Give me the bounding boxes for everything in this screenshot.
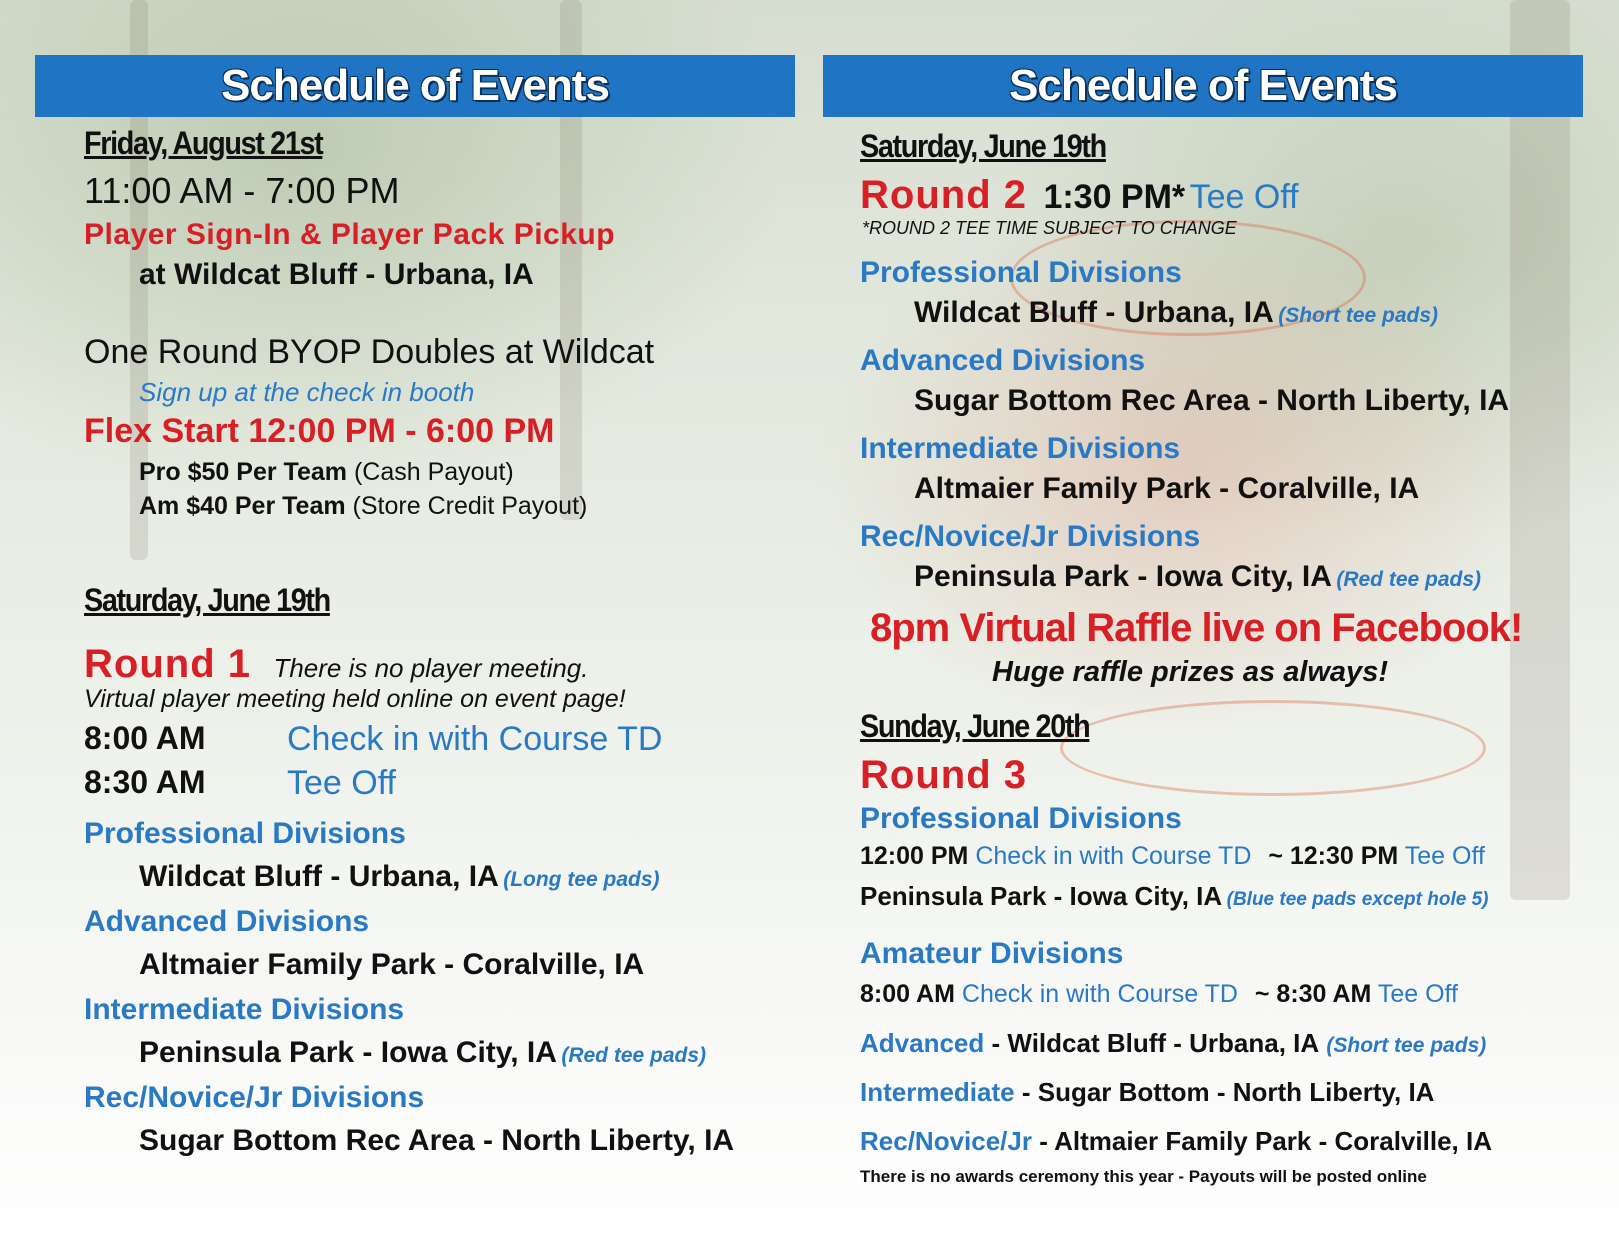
pro-payout: (Cash Payout) [353,458,514,486]
round1-title: Round 1 [84,642,251,686]
right-division-name: Rec/Novice/Jr Divisions [860,520,1201,553]
sunday-am-division: Rec/Novice/Jr [860,1126,1032,1156]
sunday-am-note: (Short tee pads) [1326,1034,1487,1057]
left-saturday-date: Saturday, June 19th [84,582,330,618]
left-division-venue-row [139,1036,706,1070]
round3-title: Round 3 [860,753,1027,797]
disc-golf-basket [1060,700,1486,796]
right-division-name: Intermediate Divisions [860,432,1181,465]
checkin-label: Check in with Course TD [287,720,663,758]
round2-subject-note: *ROUND 2 TEE TIME SUBJECT TO CHANGE [862,218,1237,238]
left-division-name: Intermediate Divisions [84,993,405,1026]
friday-time: 11:00 AM - 7:00 PM [84,170,400,211]
sunday-am-venue: - Wildcat Bluff - Urbana, IA [991,1028,1320,1058]
sunday-pro-venue: Peninsula Park - Iowa City, IA [860,881,1223,911]
left-division-venue-row [139,1124,734,1158]
left-division-venue: Sugar Bottom Rec Area - North Liberty, IA [139,1124,735,1157]
sunday-am-heading: Amateur Divisions [860,937,1124,970]
teeoff-time: 8:30 AM [84,764,206,800]
left-schedule-column [35,55,795,117]
right-division-venue: Peninsula Park - Iowa City, IA [914,560,1332,593]
sunday-pro-venue-row [860,881,1488,912]
flex-start: Flex Start 12:00 PM - 6:00 PM [84,412,555,450]
am-payout: (Store Credit Payout) [352,492,588,520]
round2-time: 1:30 PM* [1043,178,1186,216]
right-division-name: Professional Divisions [860,256,1182,289]
right-division-venue-row [914,472,1419,506]
right-schedule-column [823,55,1583,117]
round2-tee: Tee Off [1189,178,1299,216]
right-division-venue-row [914,384,1509,418]
sunday-am-row [860,1028,1486,1059]
left-division-name: Advanced Divisions [84,905,370,938]
sunday-pro-checkin-label: Check in with Course TD [975,842,1252,870]
awards-note: There is no awards ceremony this year - Payouts will be posted online [860,1167,1427,1186]
byop-signup: Sign up at the check in booth [139,377,475,407]
no-meeting-text: There is no player meeting. [273,653,589,683]
sunday-am-division: Advanced [860,1028,985,1058]
sunday-pro-heading: Professional Divisions [860,802,1182,835]
left-banner-title: Schedule of Events [35,55,795,117]
sunday-am-checkin-label: Check in with Course TD [961,980,1238,1008]
virtual-meeting-text: Virtual player meeting held online on event page! [84,685,626,713]
right-division-name: Advanced Divisions [860,344,1146,377]
right-division-venue: Wildcat Bluff - Urbana, IA [914,296,1274,329]
teeoff-label: Tee Off [287,764,396,802]
left-division-venue-row [139,860,660,894]
raffle-headline: 8pm Virtual Raffle live on Facebook! [870,606,1523,650]
pro-fee-row [139,458,514,487]
right-division-venue: Altmaier Family Park - Coralville, IA [914,472,1420,505]
sunday-am-tee-time: ~ 8:30 AM [1254,980,1372,1008]
pro-fee: Pro $50 Per Team [139,458,347,486]
sunday-pro-tee-label: Tee Off [1404,842,1485,870]
sunday-am-division: Intermediate [860,1077,1015,1107]
sunday-pro-time-row [860,842,1485,871]
sunday-am-row [860,1126,1492,1157]
sunday-pro-note: (Blue tee pads except hole 5) [1226,889,1489,910]
signin-text: Player Sign-In & Player Pack Pickup [84,218,616,251]
left-division-note: (Red tee pads) [561,1044,707,1067]
am-fee: Am $40 Per Team [139,492,346,520]
sunday-am-venue: - Sugar Bottom - North Liberty, IA [1021,1077,1435,1107]
left-division-venue-row [139,948,644,982]
sunday-am-time-row [860,980,1458,1009]
left-division-name: Professional Divisions [84,817,406,850]
right-division-venue: Sugar Bottom Rec Area - North Liberty, IA [914,384,1510,417]
sunday-am-venue: - Altmaier Family Park - Coralville, IA [1039,1126,1492,1156]
right-division-venue-row [914,296,1438,330]
tree-trunk [1510,0,1570,900]
sunday-date: Sunday, June 20th [860,708,1090,744]
right-saturday-date: Saturday, June 19th [860,128,1106,164]
byop-title: One Round BYOP Doubles at Wildcat [84,333,655,371]
sunday-pro-tee-time: ~ 12:30 PM [1268,842,1399,870]
left-division-note: (Long tee pads) [503,868,660,891]
checkin-time: 8:00 AM [84,720,206,756]
left-division-name: Rec/Novice/Jr Divisions [84,1081,425,1114]
sunday-am-row [860,1077,1434,1108]
left-division-venue: Peninsula Park - Iowa City, IA [139,1036,557,1069]
round2-row [860,173,1299,218]
friday-date: Friday, August 21st [84,125,323,161]
sunday-pro-checkin-time: 12:00 PM [860,842,969,870]
sunday-am-tee-label: Tee Off [1377,980,1458,1008]
left-division-venue: Wildcat Bluff - Urbana, IA [139,860,499,893]
round2-title: Round 2 [860,173,1027,217]
right-division-venue-row [914,560,1481,594]
round1-row [84,642,588,687]
left-division-venue: Altmaier Family Park - Coralville, IA [139,948,645,981]
sunday-am-checkin-time: 8:00 AM [860,980,955,1008]
right-division-note: (Short tee pads) [1278,304,1439,327]
am-fee-row [139,492,587,521]
raffle-subline: Huge raffle prizes as always! [992,656,1388,688]
right-banner-title: Schedule of Events [823,55,1583,117]
right-division-note: (Red tee pads) [1336,568,1482,591]
signin-location: at Wildcat Bluff - Urbana, IA [139,258,534,291]
